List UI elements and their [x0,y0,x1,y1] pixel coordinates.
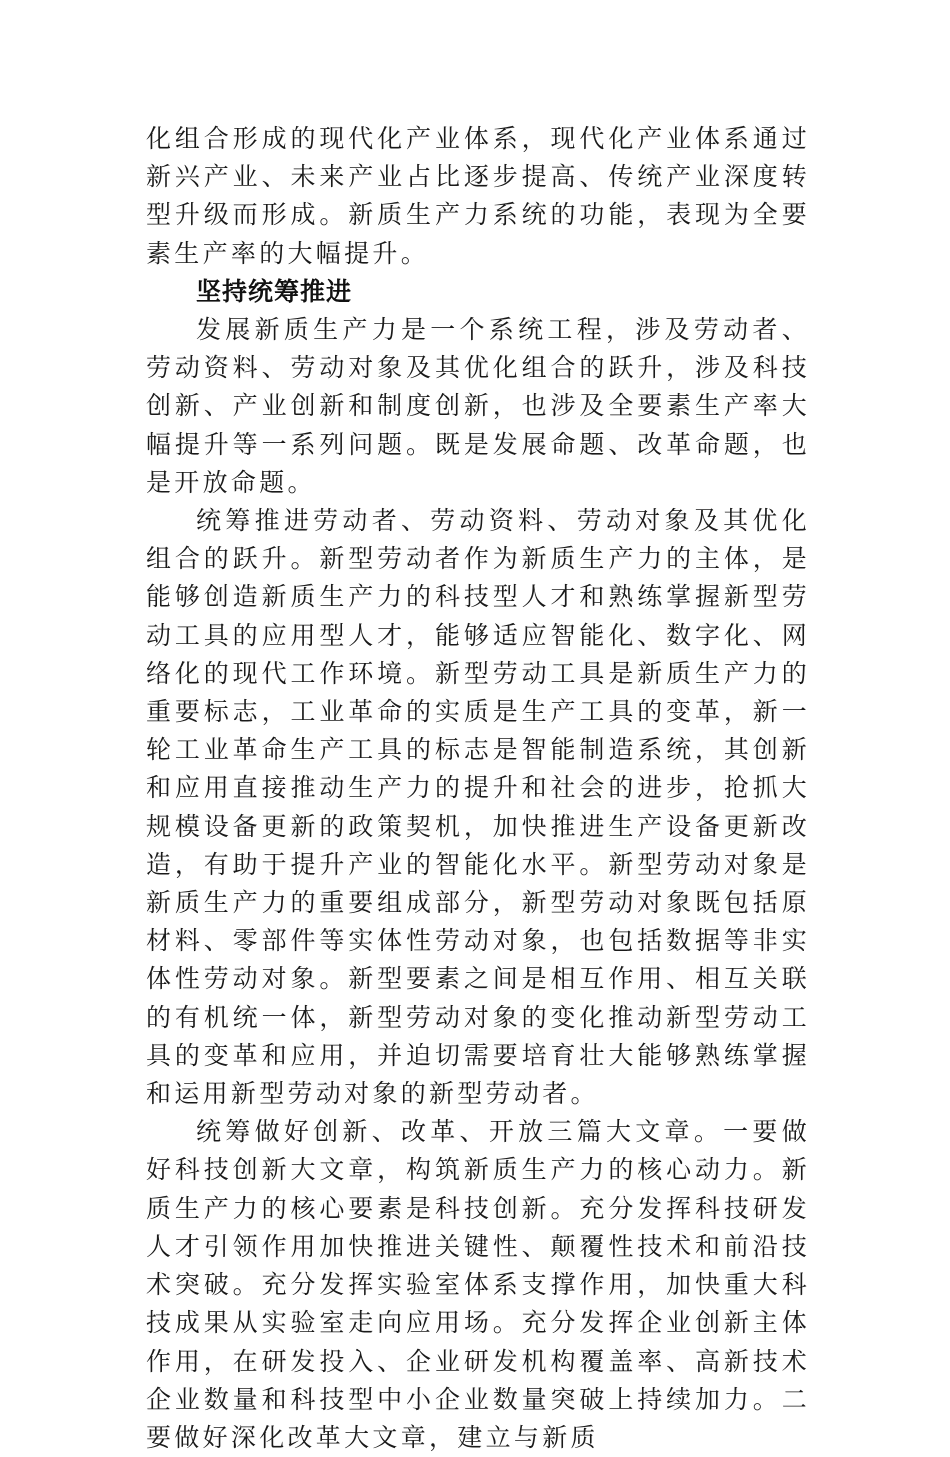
document-body [146,120,810,1457]
paragraph-continuation: 化组合形成的现代化产业体系，现代化产业体系通过新兴产业、未来产业占比逐步提高、传统产业深度转型升级而形成。新质生产力系统的功能，表现为全要素生产率的大幅提升。 [146,124,810,268]
paragraph: 统筹推进劳动者、劳动资料、劳动对象及其优化组合的跃升。新型劳动者作为新质生产力的主体，是能够创造新质生产力的科技型人才和熟练掌握新型劳动工具的应用型人才，能够适应智能化、数字化、网络化的现代工作环境。新型劳动工具是新质生产力的重要标志，工业革命的实质是生产工具的变革，新一轮工业革命生产工具的标志是智能制造系统，其创新和应用直接推动生产力的提升和社会的进步，抢抓大规模设备更新的政策契机，加快推进生产设备更新改造，有助于提升产业的智能化水平。新型劳动对象是新质生产力的重要组成部分，新型劳动对象既包括原材料、零部件等实体性劳动对象，也包括数据等非实体性劳动对象。新型要素之间是相互作用、相互关联的有机统一体，新型劳动对象的变化推动新型劳动工具的变革和应用，并迫切需要培育壮大能够熟练掌握和运用新型劳动对象的新型劳动者。 [146,506,810,1109]
section-heading: 坚持统筹推进 [196,276,353,306]
paragraph: 发展新质生产力是一个系统工程，涉及劳动者、劳动资料、劳动对象及其优化组合的跃升，涉及科技创新、产业创新和制度创新，也涉及全要素生产率大幅提升等一系列问题。既是发展命题、改革命题，也是开放命题。 [146,315,810,497]
paragraph: 统筹做好创新、改革、开放三篇大文章。一要做好科技创新大文章，构筑新质生产力的核心动力。新质生产力的核心要素是科技创新。充分发挥科技研发人才引领作用加快推进关键性、颠覆性技术和前沿技术突破。充分发挥实验室体系支撑作用，加快重大科技成果从实验室走向应用场。充分发挥企业创新主体作用，在研发投入、企业研发机构覆盖率、高新技术企业数量和科技型中小企业数量突破上持续加力。二要做好深化改革大文章，建立与新质 [146,1117,810,1452]
